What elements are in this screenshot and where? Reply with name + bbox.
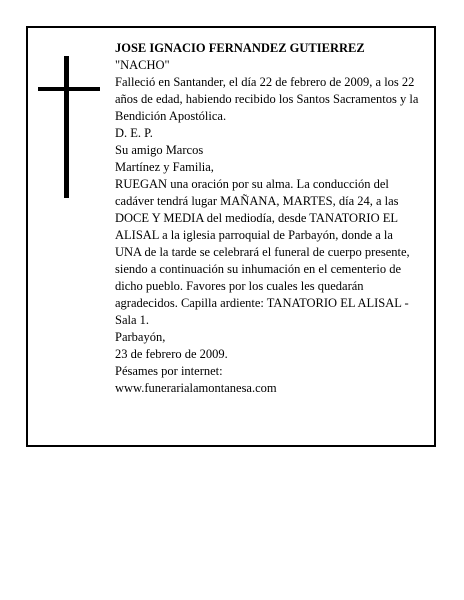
cross-vertical-bar: [64, 56, 69, 198]
funeral-request: RUEGAN una oración por su alma. La conducción del cadáver tendrá lugar MAÑANA, MARTES, día 24, a las DOCE Y MEDIA del mediodía, desde TANATORIO EL ALISAL a la iglesia parroquial de Parbayón, donde a la UNA de la tarde se celebrará el funeral de cuerpo presente, siendo a continuación su inhumación en el cementerio de dicho pueblo. Favores por los cuales les quedarán agradecidos. Capilla ardiente: TANATORIO EL ALISAL - Sala 1.: [115, 177, 410, 327]
dep-abbreviation: D. E. P.: [115, 126, 153, 140]
cross-horizontal-bar: [38, 87, 100, 91]
condolences-label: Pésames por internet:: [115, 364, 223, 378]
cross-icon: [38, 56, 100, 198]
nickname: "NACHO": [115, 58, 170, 72]
deceased-name: JOSE IGNACIO FERNANDEZ GUTIERREZ: [115, 41, 365, 55]
website-link[interactable]: www.funerarialamontanesa.com: [115, 381, 277, 395]
family-line: Martínez y Familia,: [115, 160, 214, 174]
date-line: 23 de febrero de 2009.: [115, 347, 228, 361]
place-line: Parbayón,: [115, 330, 166, 344]
friend-line: Su amigo Marcos: [115, 143, 204, 157]
obituary-text: [115, 40, 420, 397]
death-notice: Falleció en Santander, el día 22 de febrero de 2009, a los 22 años de edad, habiendo recibido los Santos Sacramentos y la Bendición Apostólica.: [115, 75, 419, 123]
